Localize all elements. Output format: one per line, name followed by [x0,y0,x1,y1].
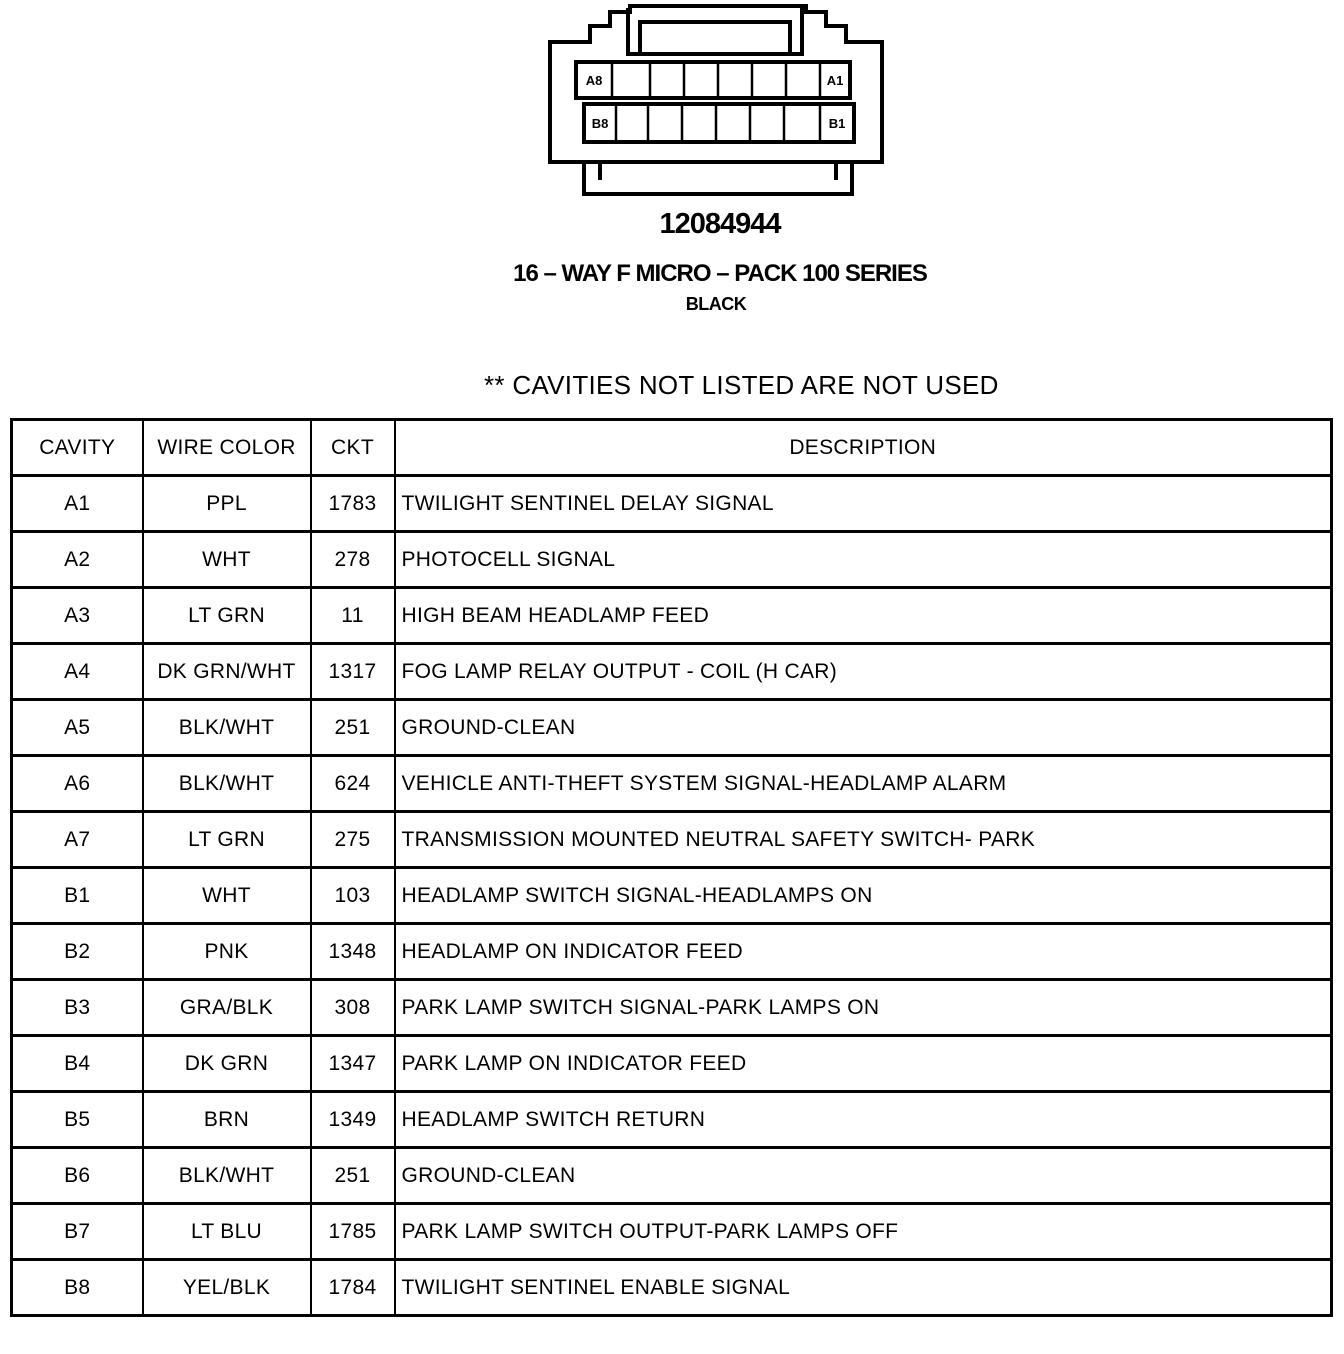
table-row [12,1092,1332,1148]
connector-legs [584,162,852,194]
cell-wire-color: LT BLU [143,1204,311,1260]
cell-cavity: B3 [12,980,143,1036]
cell-wire-color: YEL/BLK [143,1260,311,1316]
cell-description: TWILIGHT SENTINEL ENABLE SIGNAL [395,1260,1332,1316]
cell-ckt: 308 [311,980,395,1036]
cell-cavity: B7 [12,1204,143,1260]
cell-ckt: 1784 [311,1260,395,1316]
connector-color: BLACK [685,294,747,314]
cell-ckt: 251 [311,1148,395,1204]
cell-description: HEADLAMP ON INDICATOR FEED [395,924,1332,980]
cell-description: TWILIGHT SENTINEL DELAY SIGNAL [395,476,1332,532]
cell-ckt: 103 [311,868,395,924]
connector-series: 16 – WAY F MICRO – PACK 100 SERIES [513,260,927,287]
cell-ckt: 1317 [311,644,395,700]
cavity-label-a8: A8 [585,73,603,88]
cell-description: TRANSMISSION MOUNTED NEUTRAL SAFETY SWITCH- PARK [395,812,1332,868]
cell-wire-color: PPL [143,476,311,532]
table-row [12,1148,1332,1204]
table-row [12,700,1332,756]
cell-wire-color: DK GRN [143,1036,311,1092]
cell-cavity: B6 [12,1148,143,1204]
table-row [12,980,1332,1036]
cell-wire-color: PNK [143,924,311,980]
cavity-label-a1: A1 [826,73,844,88]
unused-cavities-note: ** CAVITIES NOT LISTED ARE NOT USED [484,370,999,400]
cell-cavity: A4 [12,644,143,700]
cell-cavity: B1 [12,868,143,924]
cell-cavity: A3 [12,588,143,644]
cavity-table [10,418,1333,1317]
cell-wire-color: WHT [143,532,311,588]
cell-description: GROUND-CLEAN [395,1148,1332,1204]
cell-description: PARK LAMP ON INDICATOR FEED [395,1036,1332,1092]
cell-ckt: 624 [311,756,395,812]
cell-wire-color: BRN [143,1092,311,1148]
table-row [12,1260,1332,1316]
cell-ckt: 1348 [311,924,395,980]
cell-description: HEADLAMP SWITCH SIGNAL-HEADLAMPS ON [395,868,1332,924]
cell-description: PARK LAMP SWITCH OUTPUT-PARK LAMPS OFF [395,1204,1332,1260]
cell-ckt: 1347 [311,1036,395,1092]
table-row [12,868,1332,924]
cell-wire-color: WHT [143,868,311,924]
cavity-label-b8: B8 [591,116,609,131]
header-description: DESCRIPTION [395,420,1332,476]
table-row [12,1204,1332,1260]
row-b-frame [584,104,854,142]
table-header-row [12,420,1332,476]
table-row [12,476,1332,532]
cell-cavity: A5 [12,700,143,756]
cell-wire-color: BLK/WHT [143,700,311,756]
cell-ckt: 278 [311,532,395,588]
cell-description: FOG LAMP RELAY OUTPUT - COIL (H CAR) [395,644,1332,700]
cell-ckt: 275 [311,812,395,868]
cell-cavity: B8 [12,1260,143,1316]
cell-cavity: A6 [12,756,143,812]
cell-cavity: B2 [12,924,143,980]
cell-cavity: B5 [12,1092,143,1148]
cell-ckt: 1783 [311,476,395,532]
table-row [12,1036,1332,1092]
cell-wire-color: LT GRN [143,812,311,868]
cell-description: GROUND-CLEAN [395,700,1332,756]
cell-description: PARK LAMP SWITCH SIGNAL-PARK LAMPS ON [395,980,1332,1036]
cell-wire-color: BLK/WHT [143,1148,311,1204]
table-row [12,532,1332,588]
cell-wire-color: GRA/BLK [143,980,311,1036]
part-number: 12084944 [659,208,781,240]
cell-ckt: 251 [311,700,395,756]
table-row [12,812,1332,868]
cell-cavity: A2 [12,532,143,588]
header-wire-color: WIRE COLOR [143,420,311,476]
cell-description: HIGH BEAM HEADLAMP FEED [395,588,1332,644]
cell-ckt: 1349 [311,1092,395,1148]
cell-wire-color: LT GRN [143,588,311,644]
row-a-frame [576,62,850,98]
table-row [12,588,1332,644]
cell-ckt: 11 [311,588,395,644]
cell-wire-color: BLK/WHT [143,756,311,812]
cell-ckt: 1785 [311,1204,395,1260]
cell-cavity: B4 [12,1036,143,1092]
header-ckt: CKT [311,420,395,476]
cavity-label-b1: B1 [828,116,846,131]
cell-wire-color: DK GRN/WHT [143,644,311,700]
cell-description: VEHICLE ANTI-THEFT SYSTEM SIGNAL-HEADLAMP ALARM [395,756,1332,812]
cell-description: PHOTOCELL SIGNAL [395,532,1332,588]
cell-description: HEADLAMP SWITCH RETURN [395,1092,1332,1148]
table-row [12,644,1332,700]
cell-cavity: A7 [12,812,143,868]
cell-cavity: A1 [12,476,143,532]
connector-diagram [540,4,890,200]
table-row [12,756,1332,812]
table-row [12,924,1332,980]
connector-latch [628,8,802,54]
header-cavity: CAVITY [12,420,143,476]
